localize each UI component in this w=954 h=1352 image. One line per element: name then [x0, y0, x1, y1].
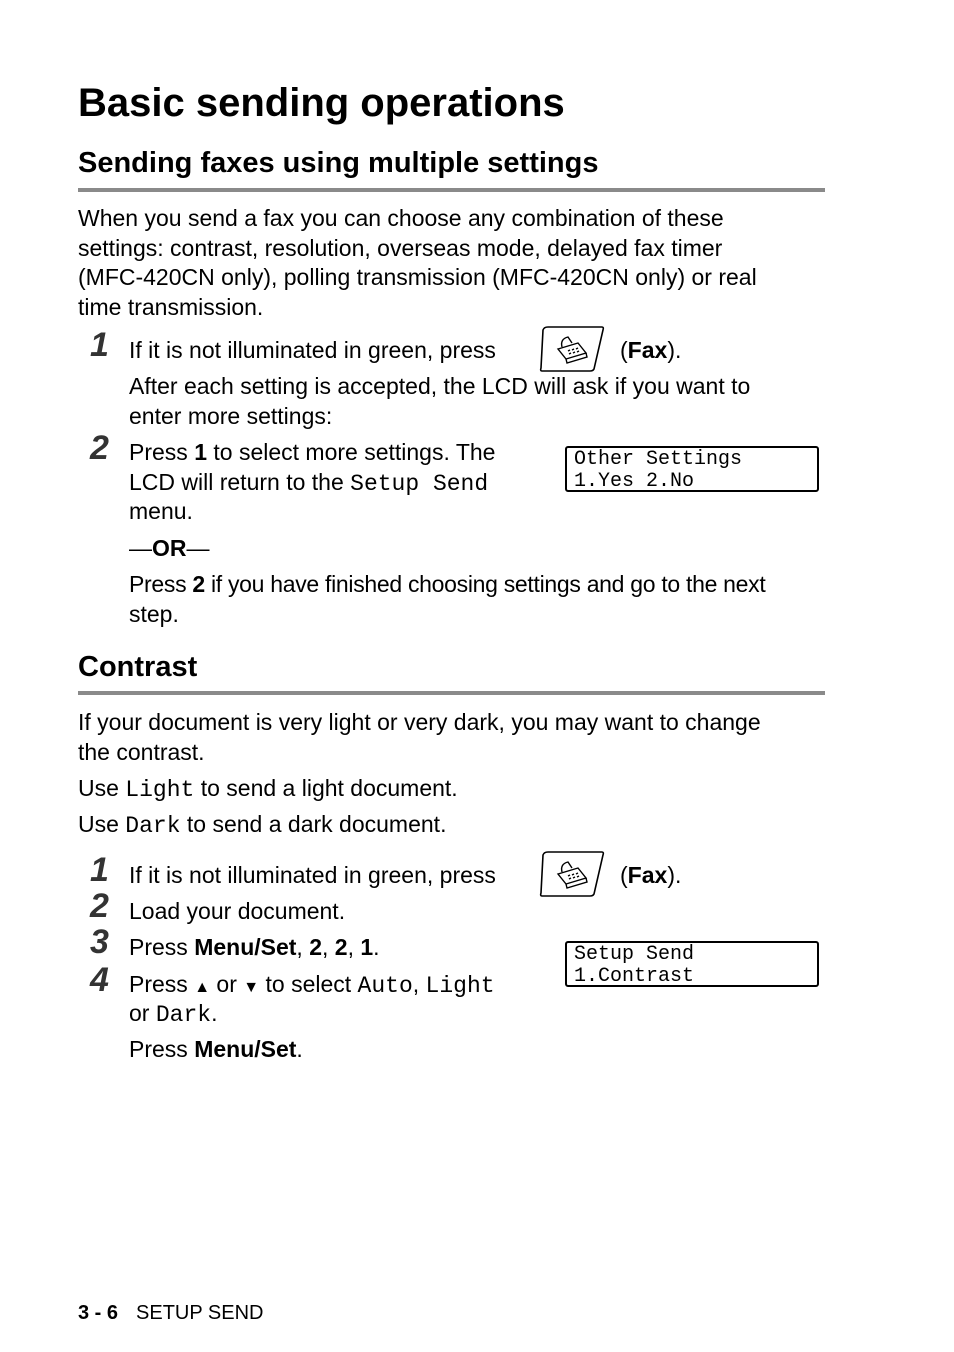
contrast-step1-text: If it is not illuminated in green, press: [129, 862, 496, 888]
page-number: 3 - 6: [78, 1302, 119, 1324]
step2-line-1: Press 1 to select more settings. The: [129, 439, 496, 465]
step1-line-3: enter more settings:: [129, 403, 333, 429]
fax-key-label: (Fax).: [620, 337, 682, 363]
step-number: 2: [90, 429, 109, 467]
footer-section: SETUP SEND: [136, 1302, 264, 1324]
intro-line-2: settings: contrast, resolution, overseas mode, delayed fax timer: [78, 235, 723, 261]
lcd-line-1: Setup Send: [574, 943, 695, 966]
section-divider: [78, 188, 825, 192]
lcd-line-1: Other Settings: [574, 448, 743, 471]
fax-machine-icon: [538, 325, 606, 373]
section-heading-multiple-settings: Sending faxes using multiple settings: [78, 147, 599, 179]
contrast-step4-line-3: Press Menu/Set.: [129, 1036, 303, 1062]
section-heading-contrast: Contrast: [78, 651, 198, 683]
step-number: 1: [90, 851, 109, 889]
lcd-line-2: 1.Contrast: [574, 965, 695, 988]
contrast-step2-text: Load your document.: [129, 898, 346, 924]
contrast-intro-line-2: the contrast.: [78, 739, 205, 765]
step-number: 4: [90, 961, 109, 999]
step2-alt-line-1: Press 2 if you have finished choosing settings and go to the next: [129, 571, 766, 597]
up-arrow-icon: ▲: [194, 979, 211, 996]
step2-line-2: LCD will return to the Setup Send: [129, 469, 489, 497]
page-footer: [78, 1300, 263, 1326]
contrast-step4-line-1: Press ▲ or ▼ to select Auto, Light: [129, 971, 495, 999]
intro-line-3: (MFC-420CN only), polling transmission (MFC-420CN only) or real: [78, 264, 757, 290]
down-arrow-icon: ▼: [243, 979, 260, 996]
step1-line-2: After each setting is accepted, the LCD will ask if you want to: [129, 373, 751, 399]
step-number: 2: [90, 887, 109, 925]
intro-line-4: time transmission.: [78, 294, 264, 320]
intro-line-1: When you send a fax you can choose any combination of these: [78, 205, 724, 231]
use-light-line: Use Light to send a light document.: [78, 775, 458, 803]
use-dark-line: Use Dark to send a dark document.: [78, 811, 447, 839]
lcd-display: [565, 446, 819, 492]
step-number: 3: [90, 923, 109, 961]
or-separator: —OR—: [129, 535, 210, 561]
fax-machine-icon: [538, 850, 606, 898]
lcd-line-2: 1.Yes 2.No: [574, 470, 695, 493]
contrast-step4-line-2: or Dark.: [129, 1000, 218, 1028]
section-divider: [78, 691, 825, 695]
step-number: 1: [90, 326, 109, 364]
fax-key-label: (Fax).: [620, 862, 682, 888]
lcd-display: [565, 941, 819, 987]
contrast-step3-text: Press Menu/Set, 2, 2, 1.: [129, 934, 380, 960]
step2-line-3: menu.: [129, 498, 193, 524]
step1-text: If it is not illuminated in green, press: [129, 337, 496, 363]
contrast-intro-line-1: If your document is very light or very dark, you may want to change: [78, 709, 761, 735]
step2-alt-line-2: step.: [129, 601, 179, 627]
page-title: Basic sending operations: [78, 81, 565, 125]
